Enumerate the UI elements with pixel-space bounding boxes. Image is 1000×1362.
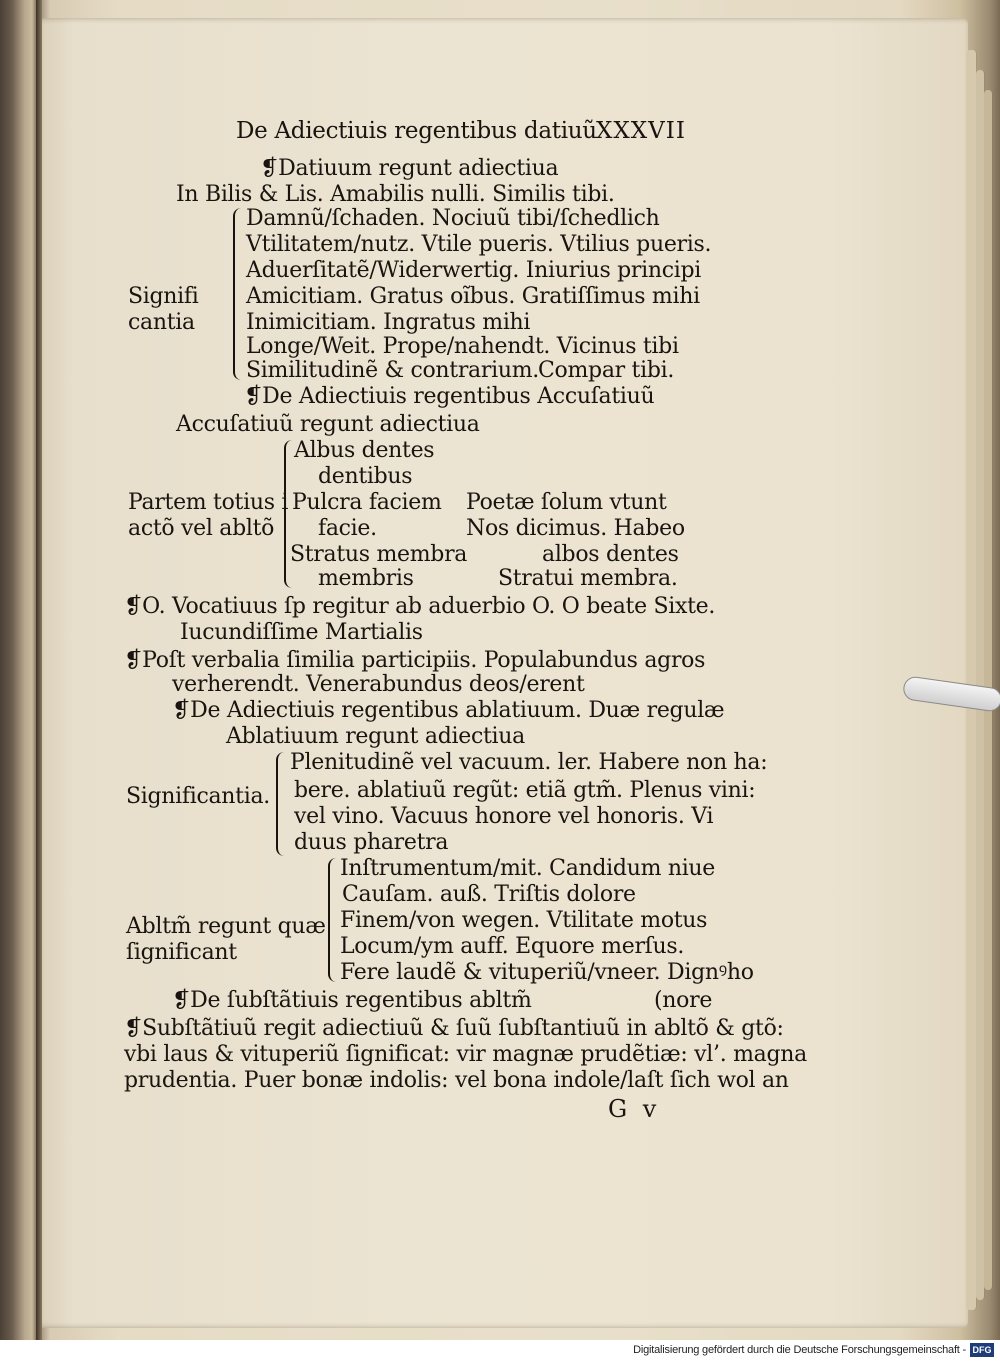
text-line: Aduerſitatẽ/Widerwertig. Iniurius principi: [246, 258, 702, 283]
text-line: bere. ablatiuũ regũt: etiã gtm̃. Plenus vini:: [294, 778, 756, 803]
text-line: Poetæ ſolum vtunt: [466, 490, 667, 515]
text-line: ❡O. Vocatiuus ſp regitur ab aduerbio O. O beate Sixte.: [124, 594, 716, 619]
section-heading: ❡De ſubſtãtiuis regentibus abltm̃: [172, 988, 532, 1013]
margin-label: Partem totius i: [128, 490, 289, 515]
text-line: Longe/Weit. Prope/nahendt. Vicinus tibi: [246, 334, 679, 359]
running-title: De Adiectiuis regentibus datiuũ: [236, 118, 597, 144]
margin-label: cantia: [128, 310, 195, 335]
text-line: Fere laudẽ & vituperiũ/vneer. Dignꝰho: [340, 960, 754, 985]
text-line: Similitudinẽ & contrarium.: [246, 358, 539, 383]
text-line: Stratus membra: [290, 542, 468, 567]
funding-notice: Digitalisierung gefördert durch die Deutsche Forschungsgemeinschaft -: [633, 1344, 966, 1356]
text-line: Locum/ym auff. Equore merſus.: [340, 934, 685, 959]
text-line: vbi laus & vituperiũ ſignificat: vir magnæ prudẽtiæ: vl’. magna: [124, 1042, 807, 1067]
footer-bar: [0, 1340, 1000, 1362]
folio-number: XXXVII: [596, 118, 686, 144]
text-line: ❡Poſt verbalia ſimilia participiis. Populabundus agros: [124, 648, 706, 673]
margin-label: Signifi: [128, 284, 199, 309]
text-line: Accuſatiuũ regunt adiectiua: [176, 412, 480, 437]
text-line: facie.: [318, 516, 377, 541]
text-line: albos dentes: [542, 542, 679, 567]
text-line: verherendt. Venerabundus deos/erent: [172, 672, 585, 697]
text-line: vel vino. Vacuus honore vel honoris. Vi: [294, 804, 714, 829]
dfg-logo: DFG: [970, 1343, 994, 1357]
text-line: Compar tibi.: [538, 358, 675, 383]
margin-label: Abltm̃ regunt quæ: [126, 914, 326, 939]
text-line: Iucundiſſime Martialis: [180, 620, 423, 645]
text-line: ❡Datiuum regunt adiectiua: [260, 156, 559, 181]
text-line: Stratui membra.: [498, 566, 678, 591]
signature-mark: G v: [608, 1095, 661, 1123]
section-heading: ❡De Adiectiuis regentibus Accuſatiuũ: [244, 384, 655, 409]
text-line: Ablatiuum regunt adiectiua: [226, 724, 525, 749]
text-line: (nore: [654, 988, 713, 1013]
margin-label: actõ vel abltõ: [128, 516, 275, 541]
text-line: Damnũ/ſchaden. Nociuũ tibi/ſchedlich: [246, 206, 660, 231]
brace: [233, 208, 243, 380]
text-line: Amicitiam. Gratus oĩbus. Gratiſſimus mihi: [246, 284, 700, 309]
text-line: prudentia. Puer bonæ indolis: vel bona indole/laſt ſich wol an: [124, 1068, 789, 1093]
text-line: dentibus: [318, 464, 413, 489]
text-line: Vtilitatem/nutz. Vtile pueris. Vtilius pueris.: [246, 232, 712, 257]
text-line: In Bilis & Lis. Amabilis nulli. Similis tibi.: [176, 182, 615, 207]
text-line: Cauſam. auß. Triſtis dolore: [342, 882, 636, 907]
margin-label: ſignificant: [126, 940, 237, 965]
text-line: Inimicitiam. Ingratus mihi: [246, 310, 531, 335]
margin-label: Significantia.: [126, 784, 270, 809]
text-line: duus pharetra: [294, 830, 449, 855]
text-line: membris: [318, 566, 414, 591]
text-line: Inſtrumentum/mit. Candidum niue: [340, 856, 716, 881]
text-line: Finem/von wegen. Vtilitate motus: [340, 908, 708, 933]
text-line: Plenitudinẽ vel vacuum. ler. Habere non ha:: [290, 750, 768, 775]
text-line: Nos dicimus. Habeo: [466, 516, 685, 541]
section-heading: ❡De Adiectiuis regentibus ablatiuum. Duæ regulæ: [172, 698, 725, 723]
brace: [276, 752, 286, 856]
book-gutter: [36, 0, 42, 1340]
text-line: ❡Subſtãtiuũ regit adiectiuũ & ſuũ ſubſtantiuũ in abltõ & gtõ:: [124, 1016, 784, 1041]
brace: [328, 858, 338, 982]
text-line: Pulcra faciem: [292, 490, 442, 515]
text-line: Albus dentes: [294, 438, 435, 463]
